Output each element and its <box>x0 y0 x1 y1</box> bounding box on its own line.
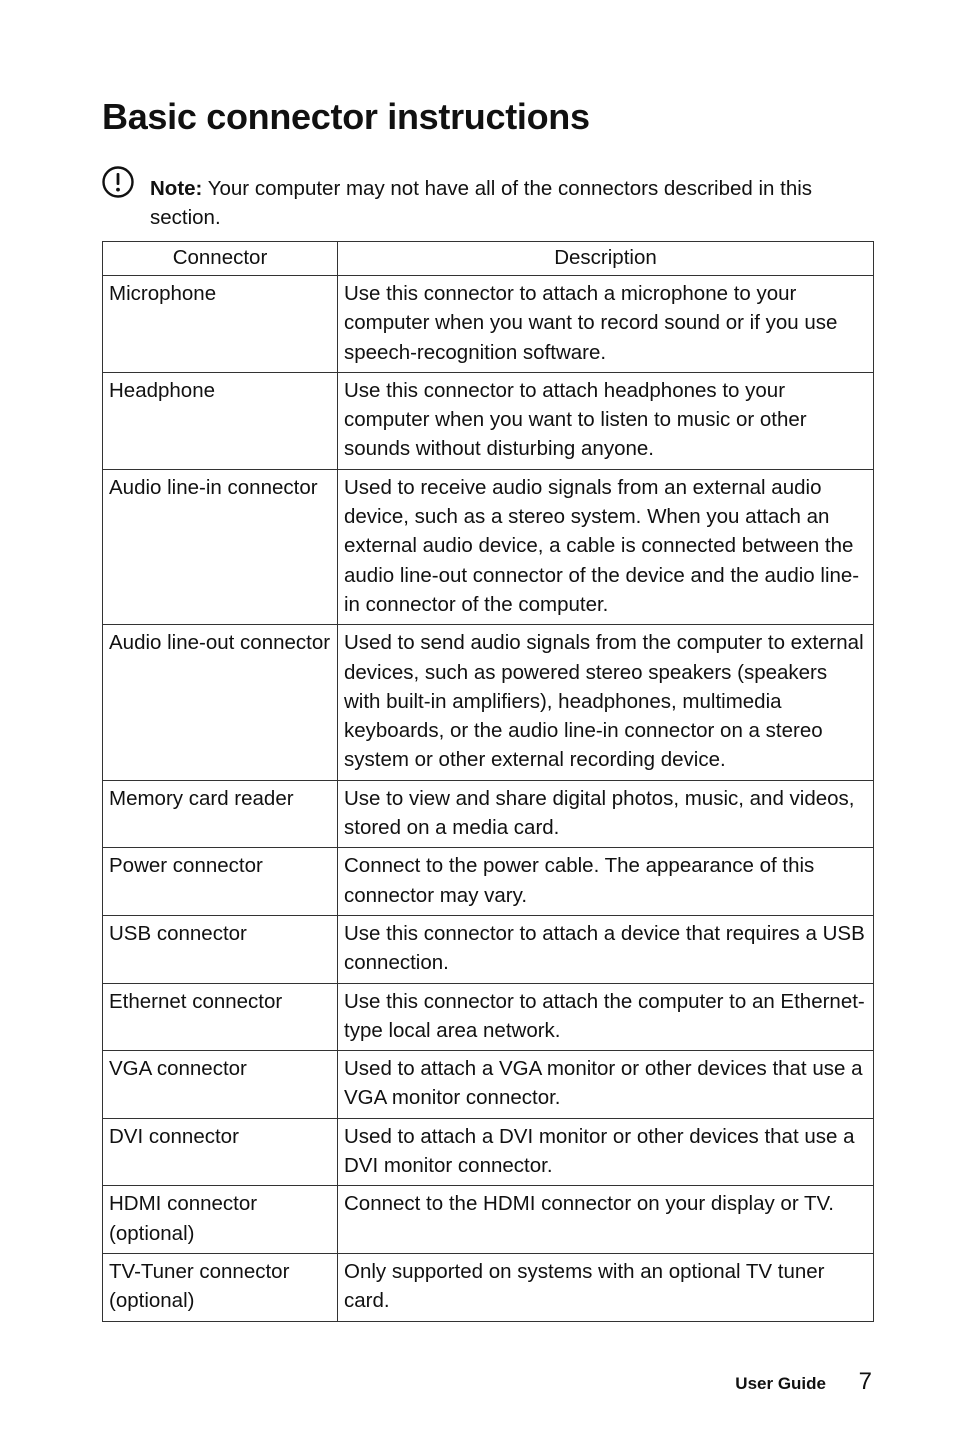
description-cell: Used to receive audio signals from an external audio device, such as a stereo system. When you attach an external audio device, a cable is connected between the audio line-out connector of the device and the audio line-in connector of the computer. <box>338 469 874 624</box>
connector-cell: HDMI connector (optional) <box>103 1186 338 1254</box>
connector-cell: Headphone <box>103 372 338 469</box>
table-row <box>103 1118 874 1186</box>
exclamation-circle-icon <box>102 166 134 198</box>
description-cell: Use this connector to attach a microphone to your computer when you want to record sound or if you use speech-recognition software. <box>338 276 874 373</box>
column-header-description: Description <box>338 242 874 276</box>
connector-cell: Audio line-in connector <box>103 469 338 624</box>
connector-cell: VGA connector <box>103 1051 338 1119</box>
description-cell: Used to attach a DVI monitor or other devices that use a DVI monitor connector. <box>338 1118 874 1186</box>
connector-cell: Audio line-out connector <box>103 625 338 780</box>
table-row <box>103 276 874 373</box>
connector-cell: DVI connector <box>103 1118 338 1186</box>
description-cell: Use this connector to attach headphones to your computer when you want to listen to music or other sounds without disturbing anyone. <box>338 372 874 469</box>
footer-label: User Guide <box>735 1374 826 1393</box>
table-row <box>103 1186 874 1254</box>
description-cell: Only supported on systems with an optional TV tuner card. <box>338 1253 874 1321</box>
table-row <box>103 780 874 848</box>
description-cell: Used to attach a VGA monitor or other devices that use a VGA monitor connector. <box>338 1051 874 1119</box>
table-row <box>103 625 874 780</box>
table-row <box>103 915 874 983</box>
note-text <box>150 174 870 232</box>
connector-cell: Microphone <box>103 276 338 373</box>
description-cell: Use this connector to attach the computer to an Ethernet-type local area network. <box>338 983 874 1051</box>
connector-cell: Memory card reader <box>103 780 338 848</box>
description-cell: Use this connector to attach a device that requires a USB connection. <box>338 915 874 983</box>
table-row <box>103 372 874 469</box>
description-cell: Used to send audio signals from the computer to external devices, such as powered stereo speakers (speakers with built-in amplifiers), headphones, multimedia keyboards, or the audio line-in connector on a stereo system or other external recording device. <box>338 625 874 780</box>
table-row <box>103 469 874 624</box>
page-title: Basic connector instructions <box>102 96 590 137</box>
description-cell: Use to view and share digital photos, music, and videos, stored on a media card. <box>338 780 874 848</box>
connector-cell: TV-Tuner connector (optional) <box>103 1253 338 1321</box>
connector-cell: USB connector <box>103 915 338 983</box>
description-cell: Connect to the HDMI connector on your display or TV. <box>338 1186 874 1254</box>
note-body: Your computer may not have all of the connectors described in this section. <box>150 177 813 229</box>
table-row <box>103 1051 874 1119</box>
page-number: 7 <box>858 1368 872 1395</box>
connector-cell: Power connector <box>103 848 338 916</box>
table-header-row <box>103 242 874 276</box>
column-header-connector: Connector <box>103 242 338 276</box>
table-row <box>103 983 874 1051</box>
table-row <box>103 1253 874 1321</box>
note-label: Note: <box>150 177 203 200</box>
connector-cell: Ethernet connector <box>103 983 338 1051</box>
table-row <box>103 848 874 916</box>
connector-table <box>102 241 874 1322</box>
description-cell: Connect to the power cable. The appearance of this connector may vary. <box>338 848 874 916</box>
